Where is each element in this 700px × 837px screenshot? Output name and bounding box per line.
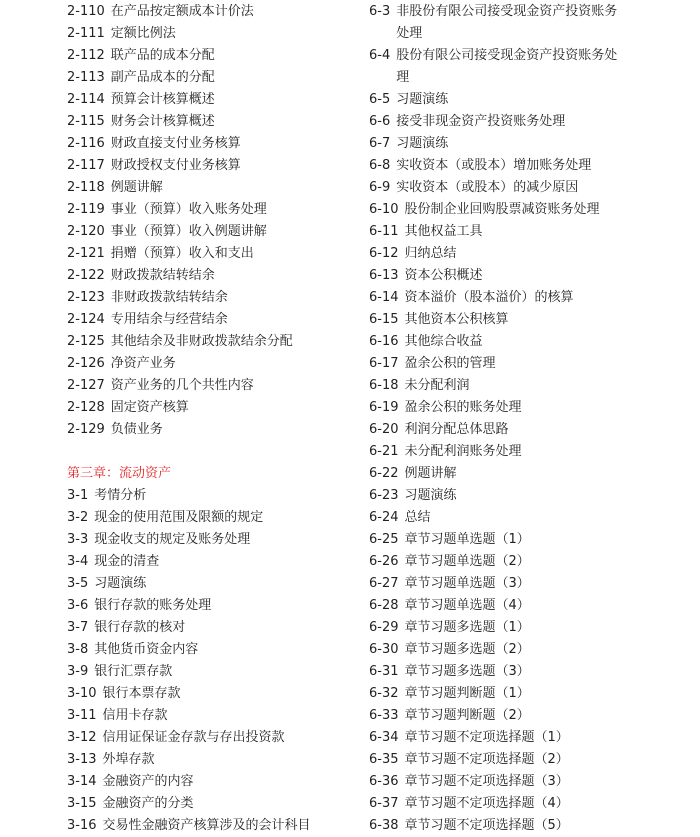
toc-entry [369, 221, 627, 243]
toc-entry-number: 2-129 [67, 422, 105, 437]
toc-entry-number: 3-15 [67, 796, 97, 811]
toc-entry-title: 银行汇票存款 [94, 664, 173, 679]
toc-entry-number: 6-20 [369, 422, 399, 437]
toc-entry-number: 6-28 [369, 598, 399, 613]
toc-entry-title: 接受非现金资产投资账务处理 [396, 114, 566, 129]
toc-entry-number: 2-124 [67, 312, 105, 327]
toc-entry [369, 287, 627, 309]
toc-entry-number: 6-21 [369, 444, 399, 459]
toc-entry-title: 例题讲解 [110, 180, 163, 195]
toc-entry-title: 章节习题判断题（2） [404, 708, 530, 723]
toc-entry [67, 551, 362, 573]
toc-entry [369, 243, 627, 265]
toc-entry-title: 交易性金融资产核算涉及的会计科目 [102, 818, 311, 833]
toc-entry-number: 6-23 [369, 488, 399, 503]
toc-entry [369, 155, 627, 177]
toc-entry-title: 在产品按定额成本计价法 [110, 4, 254, 19]
toc-entry-title: 习题演练 [94, 576, 147, 591]
toc-entry [67, 243, 362, 265]
toc-entry [67, 507, 362, 529]
toc-entry [67, 771, 362, 793]
blank-spacer [67, 441, 362, 463]
toc-entry-number: 6-31 [369, 664, 399, 679]
toc-entry [67, 221, 362, 243]
toc-entry-title: 习题演练 [396, 136, 449, 151]
toc-entry [369, 507, 627, 529]
toc-entry-number: 3-7 [67, 620, 89, 635]
toc-entry-title: 章节习题不定项选择题（3） [404, 774, 569, 789]
toc-entry-number: 3-5 [67, 576, 89, 591]
toc-entry-number: 3-1 [67, 488, 89, 503]
toc-entry [369, 617, 627, 639]
toc-entry-title: 非财政拨款结转结余 [110, 290, 228, 305]
toc-entry-title: 现金收支的规定及账务处理 [94, 532, 251, 547]
toc-entry-number: 3-14 [67, 774, 97, 789]
toc-entry-title: 财政授权支付业务核算 [110, 158, 241, 173]
right-column [369, 1, 627, 837]
toc-entry-title: 财务会计核算概述 [110, 114, 215, 129]
toc-entry-number: 6-24 [369, 510, 399, 525]
toc-entry-number: 6-18 [369, 378, 399, 393]
toc-entry-title: 财政直接支付业务核算 [110, 136, 241, 151]
toc-entry [67, 199, 362, 221]
toc-entry-title: 章节习题单选题（4） [404, 598, 530, 613]
toc-entry [67, 375, 362, 397]
toc-entry-title: 股份制企业回购股票减资账务处理 [404, 202, 600, 217]
toc-entry-number: 2-116 [67, 136, 105, 151]
toc-entry-title: 财政拨款结转结余 [110, 268, 215, 283]
toc-entry-number: 3-12 [67, 730, 97, 745]
toc-entry [369, 661, 627, 683]
toc-entry-title: 事业（预算）收入账务处理 [110, 202, 267, 217]
toc-entry [369, 639, 627, 661]
toc-entry-number: 6-6 [369, 114, 391, 129]
toc-entry [369, 485, 627, 507]
toc-entry [67, 595, 362, 617]
toc-entry-number: 3-13 [67, 752, 97, 767]
toc-entry-title: 实收资本（或股本）增加账务处理 [396, 158, 592, 173]
toc-entry-number: 6-7 [369, 136, 391, 151]
toc-entry-number: 2-126 [67, 356, 105, 371]
toc-entry [369, 1, 627, 45]
toc-entry [369, 683, 627, 705]
toc-entry-number: 6-4 [369, 48, 391, 63]
toc-entry [369, 199, 627, 221]
toc-entry [67, 353, 362, 375]
toc-entry [67, 155, 362, 177]
toc-entry-title: 联产品的成本分配 [110, 48, 215, 63]
toc-entry-number: 6-15 [369, 312, 399, 327]
toc-entry [369, 551, 627, 573]
toc-entry [369, 89, 627, 111]
toc-entry-number: 3-10 [67, 686, 97, 701]
toc-entry-number: 3-2 [67, 510, 89, 525]
toc-entry [67, 485, 362, 507]
toc-entry [67, 111, 362, 133]
toc-entry-number: 6-19 [369, 400, 399, 415]
toc-entry-title: 章节习题不定项选择题（4） [404, 796, 569, 811]
chapter-heading: 第三章：流动资产 [67, 466, 172, 481]
toc-entry-title: 捐赠（预算）收入和支出 [110, 246, 254, 261]
toc-entry [369, 705, 627, 727]
toc-entry [369, 265, 627, 287]
toc-entry-title: 非股份有限公司接受现金资产投资账务处理 [396, 4, 618, 41]
toc-entry-number: 6-32 [369, 686, 399, 701]
toc-entry [369, 749, 627, 771]
toc-entry-title: 章节习题多选题（2） [404, 642, 530, 657]
left-column [67, 1, 362, 837]
toc-entry [369, 133, 627, 155]
toc-entry-title: 习题演练 [404, 488, 457, 503]
toc-entry-title: 未分配利润账务处理 [404, 444, 522, 459]
toc-entry [67, 573, 362, 595]
left-section-a [67, 1, 362, 441]
toc-entry-number: 3-6 [67, 598, 89, 613]
toc-entry [67, 23, 362, 45]
toc-entry [67, 617, 362, 639]
toc-entry-number: 2-122 [67, 268, 105, 283]
toc-entry-number: 2-118 [67, 180, 105, 195]
toc-entry-number: 6-5 [369, 92, 391, 107]
toc-entry [67, 397, 362, 419]
toc-entry-title: 章节习题单选题（2） [404, 554, 530, 569]
toc-entry-title: 总结 [404, 510, 431, 525]
toc-entry-title: 章节习题不定项选择题（2） [404, 752, 569, 767]
toc-entry-number: 2-125 [67, 334, 105, 349]
toc-entry-number: 6-29 [369, 620, 399, 635]
toc-entry-number: 6-13 [369, 268, 399, 283]
toc-entry-title: 资产业务的几个共性内容 [110, 378, 254, 393]
toc-entry [369, 419, 627, 441]
toc-entry-title: 现金的清查 [94, 554, 160, 569]
toc-entry-title: 银行存款的账务处理 [94, 598, 212, 613]
toc-entry-number: 6-17 [369, 356, 399, 371]
toc-entry-number: 6-33 [369, 708, 399, 723]
toc-entry-title: 信用卡存款 [102, 708, 168, 723]
toc-entry-number: 2-127 [67, 378, 105, 393]
toc-entry-number: 2-128 [67, 400, 105, 415]
toc-entry [67, 177, 362, 199]
toc-entry [67, 749, 362, 771]
toc-entry [369, 727, 627, 749]
toc-entry-number: 6-14 [369, 290, 399, 305]
toc-entry [369, 793, 627, 815]
toc-entry-number: 2-111 [67, 26, 105, 41]
toc-entry-title: 定额比例法 [110, 26, 176, 41]
toc-entry [67, 331, 362, 353]
toc-entry-number: 2-123 [67, 290, 105, 305]
toc-entry-title: 利润分配总体思路 [404, 422, 509, 437]
toc-entry-number: 6-26 [369, 554, 399, 569]
toc-entry [67, 67, 362, 89]
toc-entry [67, 639, 362, 661]
toc-entry [369, 595, 627, 617]
toc-entry [67, 793, 362, 815]
toc-entry-title: 盈余公积的管理 [404, 356, 496, 371]
toc-entry-title: 预算会计核算概述 [110, 92, 215, 107]
left-section-b [67, 485, 362, 837]
toc-entry [369, 309, 627, 331]
toc-entry [67, 287, 362, 309]
toc-entry-number: 3-8 [67, 642, 89, 657]
toc-entry-title: 其他货币资金内容 [94, 642, 199, 657]
toc-entry-title: 金融资产的分类 [102, 796, 194, 811]
toc-entry [67, 1, 362, 23]
toc-entry [369, 771, 627, 793]
toc-entry-title: 固定资产核算 [110, 400, 189, 415]
toc-entry [67, 683, 362, 705]
toc-entry-number: 6-22 [369, 466, 399, 481]
toc-entry-title: 股份有限公司接受现金资产投资账务处理 [396, 48, 618, 85]
toc-entry [67, 419, 362, 441]
toc-entry-number: 2-120 [67, 224, 105, 239]
toc-entry-title: 章节习题判断题（1） [404, 686, 530, 701]
toc-entry-number: 6-25 [369, 532, 399, 547]
toc-entry-number: 6-35 [369, 752, 399, 767]
toc-entry [369, 529, 627, 551]
toc-entry-title: 章节习题单选题（3） [404, 576, 530, 591]
toc-entry-number: 6-8 [369, 158, 391, 173]
toc-entry-title: 副产品成本的分配 [110, 70, 215, 85]
toc-entry-number: 6-3 [369, 4, 391, 19]
toc-entry [67, 45, 362, 67]
toc-entry [369, 815, 627, 837]
toc-entry [369, 353, 627, 375]
toc-entry-title: 其他结余及非财政拨款结余分配 [110, 334, 293, 349]
toc-entry-number: 2-119 [67, 202, 105, 217]
toc-entry-title: 实收资本（或股本）的减少原因 [396, 180, 579, 195]
toc-entry-number: 2-110 [67, 4, 105, 19]
toc-entry-title: 事业（预算）收入例题讲解 [110, 224, 267, 239]
toc-entry [67, 529, 362, 551]
toc-entry-title: 银行存款的核对 [94, 620, 186, 635]
toc-entry-number: 6-10 [369, 202, 399, 217]
toc-entry-title: 其他资本公积核算 [404, 312, 509, 327]
toc-entry-title: 信用证保证金存款与存出投资款 [102, 730, 285, 745]
toc-entry-number: 2-115 [67, 114, 105, 129]
toc-entry-title: 章节习题不定项选择题（5） [404, 818, 569, 833]
toc-entry-number: 6-36 [369, 774, 399, 789]
toc-entry-title: 其他综合收益 [404, 334, 483, 349]
toc-entry-number: 6-27 [369, 576, 399, 591]
toc-entry-title: 考情分析 [94, 488, 147, 503]
toc-entry [67, 727, 362, 749]
toc-entry-title: 现金的使用范围及限额的规定 [94, 510, 264, 525]
toc-entry-number: 3-16 [67, 818, 97, 833]
toc-entry-number: 3-11 [67, 708, 97, 723]
toc-entry-title: 专用结余与经营结余 [110, 312, 228, 327]
toc-entry [369, 111, 627, 133]
toc-entry-number: 3-4 [67, 554, 89, 569]
toc-entry [369, 441, 627, 463]
toc-entry-title: 资本公积概述 [404, 268, 483, 283]
toc-entry [67, 309, 362, 331]
toc-entry-title: 章节习题多选题（1） [404, 620, 530, 635]
toc-entry-title: 净资产业务 [110, 356, 176, 371]
toc-entry [369, 331, 627, 353]
toc-entry-number: 6-34 [369, 730, 399, 745]
toc-entry-number: 6-11 [369, 224, 399, 239]
toc-entry-title: 章节习题单选题（1） [404, 532, 530, 547]
toc-entry-number: 6-12 [369, 246, 399, 261]
toc-entry-number: 6-30 [369, 642, 399, 657]
toc-entry-number: 6-16 [369, 334, 399, 349]
toc-entry-title: 资本溢价（股本溢价）的核算 [404, 290, 574, 305]
toc-entry-number: 2-114 [67, 92, 105, 107]
toc-entry [369, 573, 627, 595]
toc-entry [67, 705, 362, 727]
toc-entry-title: 习题演练 [396, 92, 449, 107]
toc-entry [67, 89, 362, 111]
toc-entry-number: 2-113 [67, 70, 105, 85]
toc-entry-title: 其他权益工具 [404, 224, 483, 239]
toc-entry [369, 397, 627, 419]
toc-entry [369, 177, 627, 199]
toc-entry-title: 金融资产的内容 [102, 774, 194, 789]
toc-entry-title: 例题讲解 [404, 466, 457, 481]
toc-entry [369, 45, 627, 89]
toc-entry-title: 银行本票存款 [102, 686, 181, 701]
toc-entry-number: 6-9 [369, 180, 391, 195]
toc-entry [369, 463, 627, 485]
toc-entry-title: 盈余公积的账务处理 [404, 400, 522, 415]
toc-entry-number: 2-117 [67, 158, 105, 173]
toc-entry [67, 661, 362, 683]
toc-entry-number: 2-121 [67, 246, 105, 261]
toc-entry [67, 133, 362, 155]
toc-entry-title: 未分配利润 [404, 378, 470, 393]
toc-entry-number: 3-3 [67, 532, 89, 547]
toc-entry-title: 负债业务 [110, 422, 163, 437]
toc-entry-number: 6-38 [369, 818, 399, 833]
toc-entry-title: 章节习题不定项选择题（1） [404, 730, 569, 745]
toc-entry [369, 375, 627, 397]
toc-entry [67, 265, 362, 287]
toc-entry-number: 3-9 [67, 664, 89, 679]
toc-entry [67, 815, 362, 837]
toc-entry-number: 6-37 [369, 796, 399, 811]
right-list [369, 1, 627, 837]
toc-entry-title: 外埠存款 [102, 752, 155, 767]
toc-entry-title: 归纳总结 [404, 246, 457, 261]
toc-entry-number: 2-112 [67, 48, 105, 63]
toc-entry-title: 章节习题多选题（3） [404, 664, 530, 679]
